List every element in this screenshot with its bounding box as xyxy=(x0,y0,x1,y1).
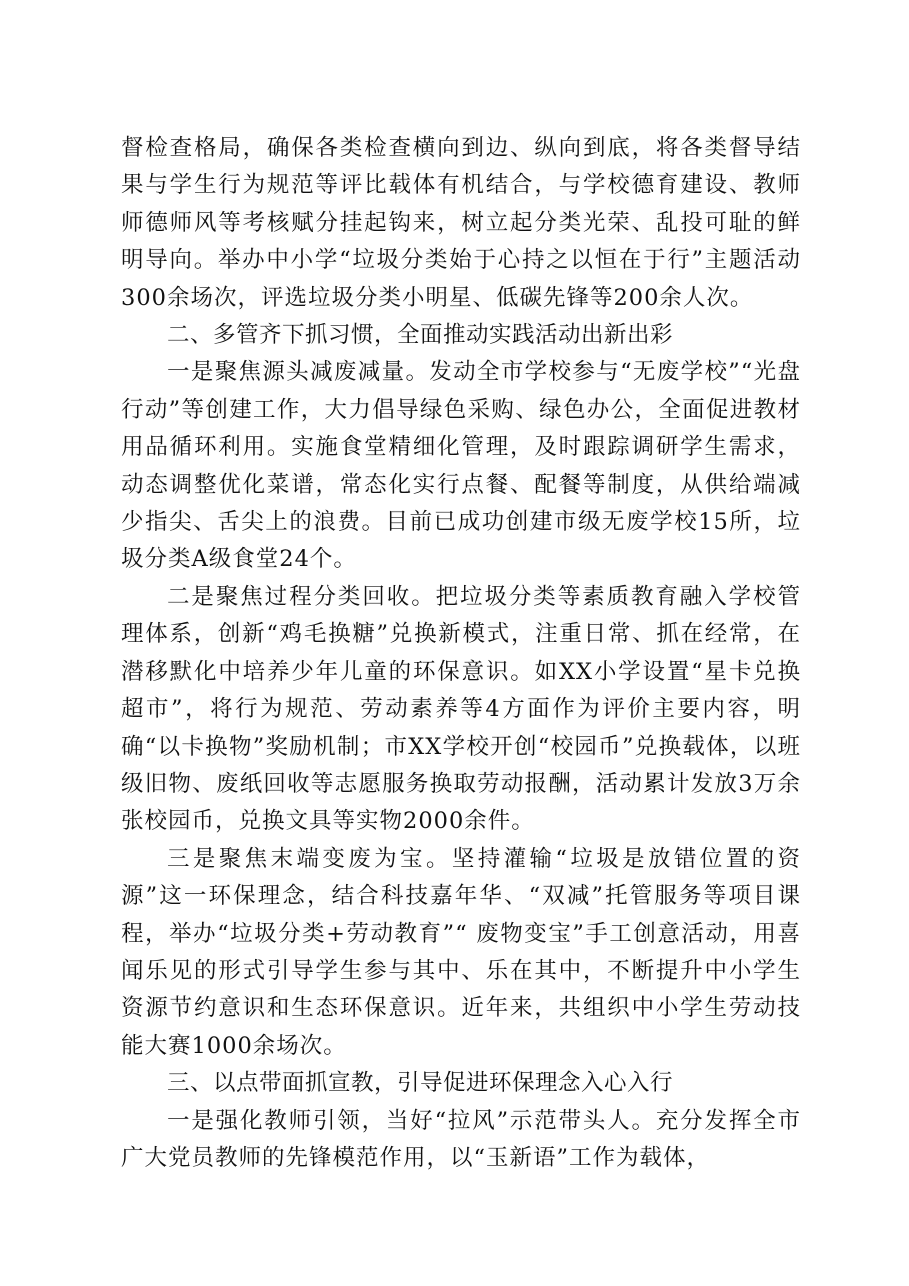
paragraph-teacher-guidance: 一是强化教师引领，当好“拉风”示范带头人。充分发挥全市广大党员教师的先锋模范作用，以“玉新语”工作为载体， xyxy=(121,1107,801,1171)
paragraph-continuation: 督检查格局，确保各类检查横向到边、纵向到底，将各类督导结果与学生行为规范等评比载体有机结合，与学校德育建设、教师师德师风等考核赋分挂起钩来，树立起分类光荣、乱投可耻的鲜明导向。举办中小学“垃圾分类始于心持之以恒在于行”主题活动300余场次，评选垃圾分类小明星、低碳先锋等200余人次。 xyxy=(121,135,801,311)
paragraph-waste-to-treasure: 三是聚焦末端变废为宝。坚持灌输“垃圾是放错位置的资源”这一环保理念，结合科技嘉年华、“双减”托管服务等项目课程，举办“垃圾分类+劳动教育”“ 废物变宝”手工创意活动，用喜闻乐见的形式引导学生参与其中、乐在其中，不断提升中小学生资源节约意识和生态环保意识。近年来，共组织中小学生劳动技能大赛1000余场次。 xyxy=(121,845,801,1059)
section-heading-2: 二、多管齐下抓习惯，全面推动实践活动出新出彩 xyxy=(167,322,674,349)
paragraph-process-recycling: 二是聚焦过程分类回收。把垃圾分类等素质教育融入学校管理体系，创新“鸡毛换糖”兑换新模式，注重日常、抓在经常，在潜移默化中培养少年儿童的环保意识。如XX小学设置“星卡兑换超市”，将行为规范、劳动素养等4方面作为评价主要内容，明确“以卡换物”奖励机制；市XX学校开创“校园币”兑换载体，以班级旧物、废纸回收等志愿服务换取劳动报酬，活动累计发放3万余张校园币，兑换文具等实物2000余件。 xyxy=(121,583,801,835)
section-heading-3: 三、以点带面抓宣教，引导促进环保理念入心入行 xyxy=(167,1070,674,1097)
document-body xyxy=(121,130,801,1177)
paragraph-source-reduction: 一是聚焦源头减废减量。发动全市学校参与“无废学校”“光盘行动”等创建工作，大力倡导绿色采购、绿色办公，全面促进教材用品循环利用。实施食堂精细化管理，及时跟踪调研学生需求，动态调整优化菜谱，常态化实行点餐、配餐等制度，从供给端减少指尖、舌尖上的浪费。目前已成功创建市级无废学校15所，垃圾分类A级食堂24个。 xyxy=(121,359,801,573)
